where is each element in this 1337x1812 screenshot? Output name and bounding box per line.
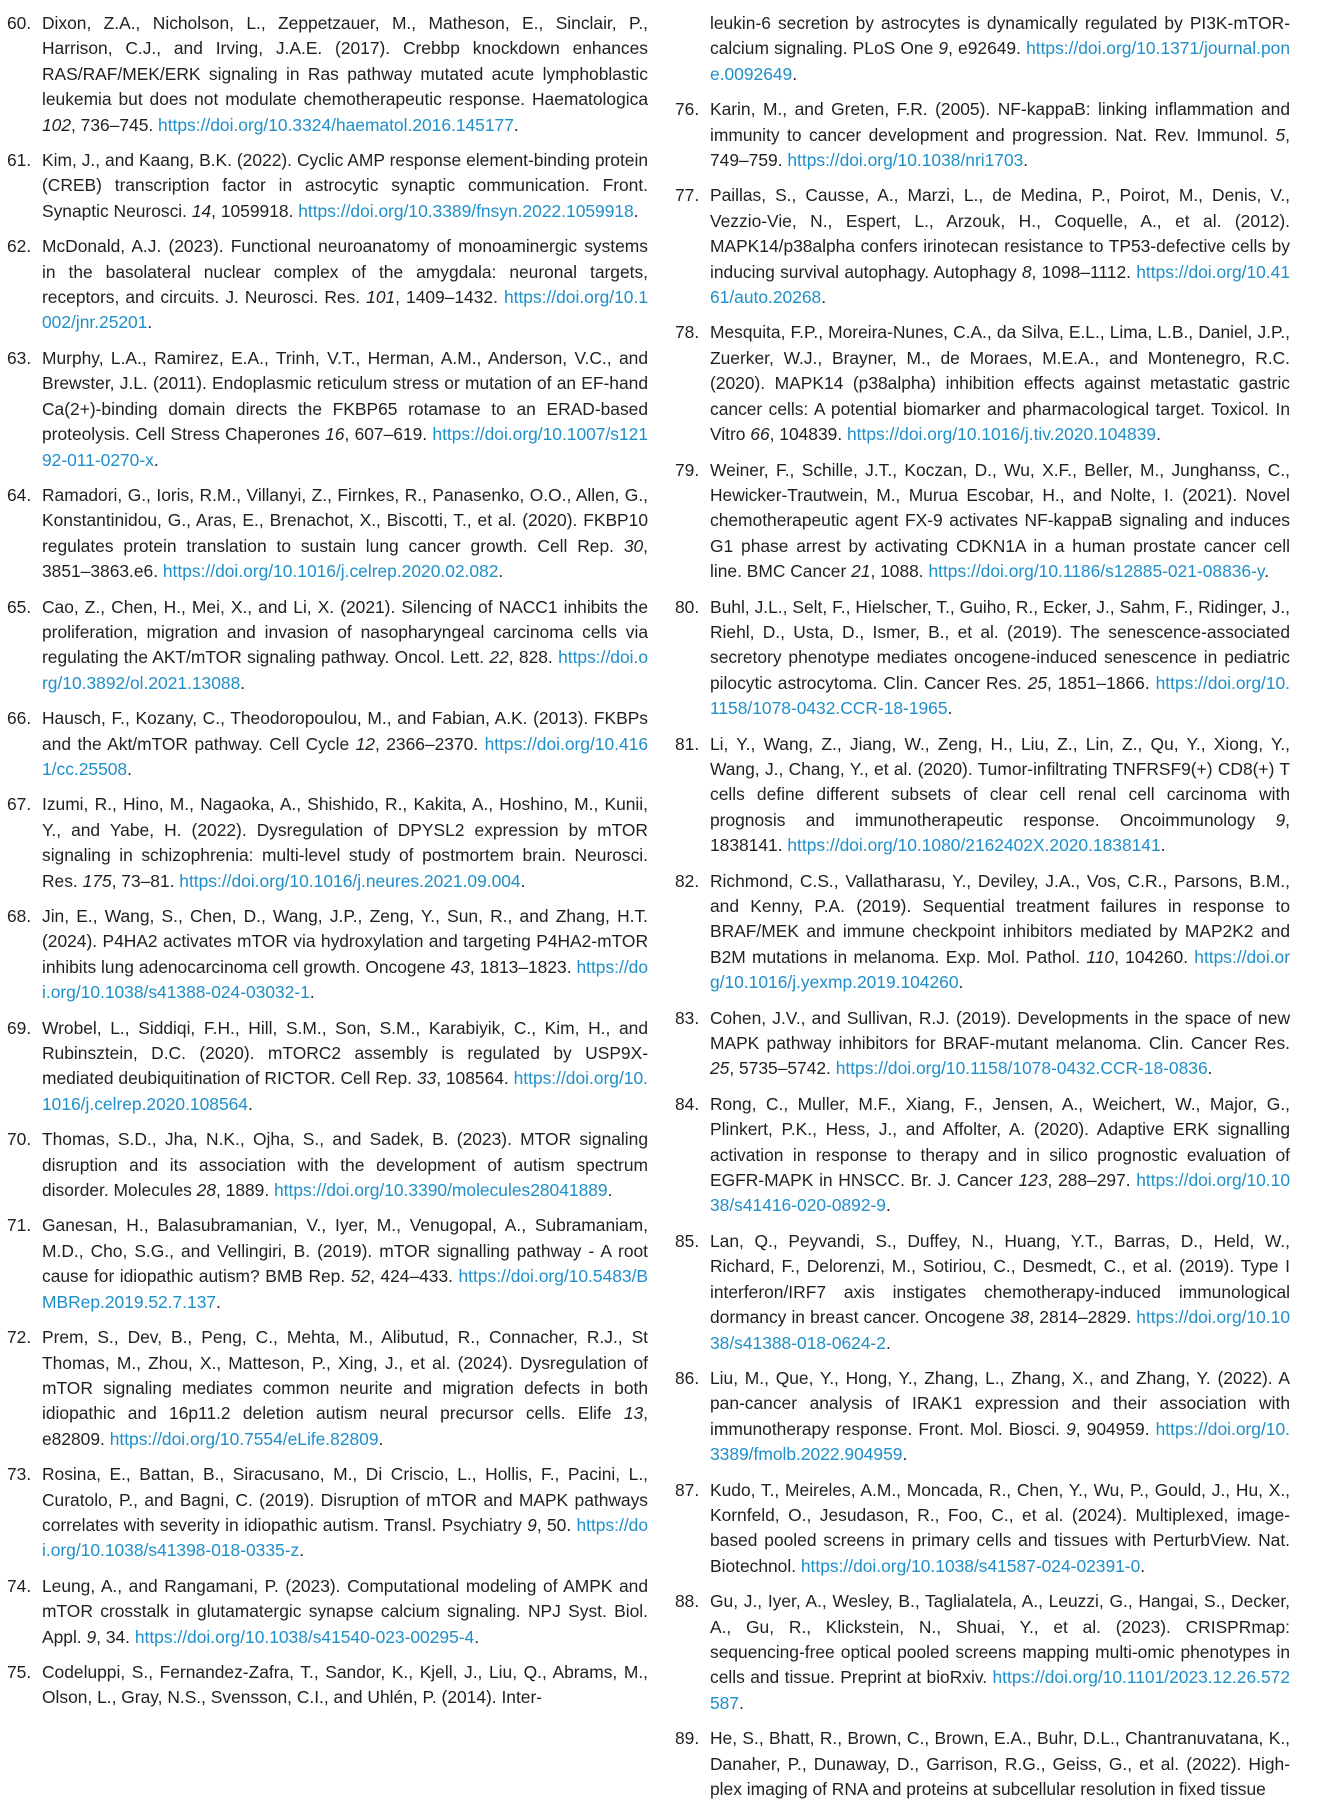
reference-volume: 28 <box>196 1180 216 1201</box>
reference-citation-text: McDonald, A.J. (2023). Functional neuroanatomy of monoaminergic systems in the basolateral nuclear complex of the amygdala: neuronal targets, receptors, and circuits. J. Neurosci. Res. <box>42 236 648 308</box>
reference-citation-text: Codeluppi, S., Fernandez-Zafra, T., Sandor, K., Kjell, J., Liu, Q., Abrams, M., Olson, L., Gray, N.S., Svensson, C.I., and Uhlén, P. (2014). Inter- <box>42 1661 648 1708</box>
reference-number: 88. <box>675 1591 700 1612</box>
reference-number: 77. <box>675 185 700 206</box>
reference-volume: 30 <box>623 535 644 556</box>
reference-volume: 43 <box>450 956 470 977</box>
reference-doi-link[interactable]: https://doi.org/10.5483/BMBRep.2019.52.7.137 <box>42 1266 649 1312</box>
reference-citation-text: Cohen, J.V., and Sullivan, R.J. (2019). Developments in the space of new MAPK pathway inhibitors for BRAF-mutant melanoma. Clin. Cancer Res. <box>710 1007 1290 1054</box>
reference-citation-text: Paillas, S., Causse, A., Marzi, L., de Medina, P., Poirot, M., Denis, V., Vezzio-Vie, N., Espert, L., Arzouk, H., Coquelle, A., et al. (2012). MAPK14/p38alpha confers irinotecan resistance to TP53-defective cells by inducing survival autophagy. Autophagy <box>710 185 1290 282</box>
reference-number: 68. <box>7 906 32 926</box>
reference-entry <box>668 458 1290 585</box>
reference-end-punctuation: . <box>498 561 504 582</box>
reference-entry <box>0 11 648 138</box>
reference-doi-link[interactable]: https://doi.org/10.4161/auto.20268 <box>710 261 1290 308</box>
reference-end-punctuation: . <box>958 972 964 993</box>
reference-volume: 9 <box>86 1626 97 1647</box>
reference-volume: 14 <box>191 200 212 221</box>
reference-volume: 8 <box>1021 261 1032 282</box>
reference-entry <box>0 595 648 697</box>
reference-pages: , 1088. <box>870 561 929 582</box>
reference-pages: , 2814–2829. <box>1029 1307 1137 1328</box>
reference-pages: , 108564. <box>436 1068 514 1089</box>
reference-entry <box>0 706 648 782</box>
reference-volume: 12 <box>355 733 375 754</box>
reference-end-punctuation: . <box>1207 1058 1213 1079</box>
reference-volume: 9 <box>1275 809 1286 830</box>
reference-end-punctuation: . <box>247 1093 253 1114</box>
reference-citation-text: Leung, A., and Rangamani, P. (2023). Computational modeling of AMPK and mTOR crosstalk in glutamatergic synapse calcium signaling. NPJ Syst. Biol. Appl. <box>42 1575 648 1647</box>
reference-doi-link[interactable]: https://doi.org/10.1038/s41587-024-02391-0 <box>800 1555 1141 1576</box>
reference-doi-link[interactable]: https://doi.org/10.1016/j.neures.2021.09.004 <box>179 870 521 891</box>
reference-end-punctuation: . <box>520 870 526 891</box>
reference-end-punctuation: . <box>1160 835 1166 856</box>
reference-doi-link[interactable]: https://doi.org/10.1371/journal.pone.0092649 <box>710 38 1291 84</box>
reference-entry <box>0 1574 648 1650</box>
reference-doi-link[interactable]: https://doi.org/10.3892/ol.2021.13088 <box>42 647 649 693</box>
reference-entry <box>0 1325 648 1452</box>
reference-doi-link[interactable]: https://doi.org/10.1158/1078-0432.CCR-18-1965 <box>710 672 1291 719</box>
reference-doi-link[interactable]: https://doi.org/10.1016/j.celrep.2020.02.082 <box>162 561 499 582</box>
reference-pages: , 904959. <box>1075 1418 1156 1439</box>
reference-citation-text: Lan, Q., Peyvandi, S., Duffey, N., Huang, Y.T., Barras, D., Held, W., Richard, F., Delorenzi, M., Sotiriou, C., Desmedt, C., et al. (2019). Type I interferon/IRF7 axis instigates chemotherapy-induced immunological dormancy in breast cancer. Oncogene <box>710 1230 1290 1328</box>
reference-entry <box>0 346 648 473</box>
reference-volume: 38 <box>1010 1307 1030 1328</box>
reference-entry <box>668 320 1290 447</box>
reference-doi-link[interactable]: https://doi.org/10.1186/s12885-021-08836-y <box>928 561 1265 582</box>
reference-end-punctuation: . <box>1140 1555 1146 1576</box>
reference-volume: 25 <box>1027 672 1048 693</box>
reference-entry <box>0 1213 648 1315</box>
reference-doi-link[interactable]: https://doi.org/10.1080/2162402X.2020.1838141 <box>787 835 1161 856</box>
reference-entry <box>668 97 1290 173</box>
reference-citation-text: Murphy, L.A., Ramirez, E.A., Trinh, V.T., Herman, A.M., Anderson, V.C., and Brewster, J.L. (2011). Endoplasmic reticulum stress or mutation of an EF-hand Ca(2+)-binding domain directs the FKBP65 rotamase to an ERAD-based proteolysis. Cell Stress Chaperones <box>42 347 648 445</box>
reference-number: 86. <box>675 1367 700 1388</box>
reference-pages: , 749–759. <box>710 124 1290 171</box>
reference-pages: , 3851–3863.e6. <box>42 535 648 582</box>
reference-citation-text: Ramadori, G., Ioris, R.M., Villanyi, Z., Firnkes, R., Panasenko, O.O., Allen, G., Konstantinidou, G., Aras, E., Brenachot, X., Biscotti, T., et al. (2020). FKBP10 regulates protein translation to sustain lung cancer growth. Cell Rep. <box>42 484 648 556</box>
reference-volume: 21 <box>851 561 871 582</box>
reference-pages: , 736–745. <box>71 114 159 135</box>
reference-end-punctuation: . <box>739 1692 744 1713</box>
reference-doi-link[interactable]: https://doi.org/10.1101/2023.12.26.572587 <box>710 1667 1290 1713</box>
reference-number: 63. <box>7 347 32 368</box>
reference-number: 70. <box>7 1129 32 1150</box>
reference-entry <box>668 1229 1290 1356</box>
reference-citation-text: Izumi, R., Hino, M., Nagaoka, A., Shishido, R., Kakita, A., Hoshino, M., Kunii, Y., and Yabe, H. (2022). Dysregulation of DPYSL2 expression by mTOR signaling in schizophrenia: multi-level study of postmortem brain. Neurosci. Res. <box>42 794 648 891</box>
reference-citation-text: Weiner, F., Schille, J.T., Koczan, D., Wu, X.F., Beller, M., Junghanss, C., Hewicker-Trautwein, M., Murua Escobar, H., and Nolte, I. (2021). Novel chemotherapeutic agent FX-9 activates NF-kappaB signaling and induces G1 phase arrest by activating CDKN1A in a human prostate cancer cell line. BMC Cancer <box>710 459 1290 582</box>
reference-citation-text: Mesquita, F.P., Moreira-Nunes, C.A., da Silva, E.L., Lima, L.B., Daniel, J.P., Zuerker, W.J., Brayner, M., de Moraes, M.E.A., and Montenegro, R.C. (2020). MAPK14 (p38alpha) inhibition effects against metastatic gastric cancer cells: A potential biomarker and pharmacological target. Toxicol. In Vitro <box>710 322 1290 445</box>
reference-entry <box>0 1660 648 1711</box>
reference-doi-link[interactable]: https://doi.org/10.4161/cc.25508 <box>42 733 648 779</box>
reference-end-punctuation: . <box>885 1332 891 1353</box>
reference-citation-text: Liu, M., Que, Y., Hong, Y., Zhang, L., Zhang, X., and Zhang, Y. (2022). A pan-cancer analysis of IRAK1 expression and their association with immunotherapy response. Front. Mol. Biosci. <box>710 1367 1290 1439</box>
reference-end-punctuation: . <box>474 1626 480 1647</box>
reference-end-punctuation: . <box>902 1444 908 1465</box>
reference-citation-text: Thomas, S.D., Jha, N.K., Ojha, S., and Sadek, B. (2023). MTOR signaling disruption and its association with the development of autism spectrum disorder. Molecules <box>42 1129 648 1201</box>
reference-number: 73. <box>7 1464 32 1485</box>
reference-volume: 33 <box>416 1068 437 1089</box>
reference-pages: , 828. <box>508 647 559 668</box>
reference-end-punctuation: . <box>821 287 827 308</box>
reference-pages: , 1059918. <box>211 200 299 221</box>
reference-number: 78. <box>675 322 700 343</box>
reference-pages: , 424–433. <box>370 1266 459 1287</box>
reference-volume: 9 <box>1066 1418 1076 1439</box>
reference-pages: , 1889. <box>216 1180 275 1201</box>
reference-doi-link[interactable]: https://doi.org/10.3389/fnsyn.2022.1059918 <box>298 200 634 221</box>
reference-end-punctuation: . <box>378 1428 384 1449</box>
reference-citation-text: Gu, J., Iyer, A., Wesley, B., Taglialatela, A., Leuzzi, G., Hangai, S., Decker, A., Gu, R., Klickstein, N., Shuai, Y., et al. (2023). CRISPRmap: sequencing-free optical pooled screens mapping multi-omic phenotypes in cells and tissue. Preprint at bioRxiv. <box>710 1591 1290 1688</box>
reference-end-punctuation: . <box>1264 561 1270 582</box>
reference-number: 75. <box>7 1661 32 1682</box>
reference-entry <box>0 234 648 336</box>
reference-entry <box>668 1006 1290 1082</box>
reference-volume: 9 <box>527 1514 537 1535</box>
reference-end-punctuation: . <box>1023 150 1029 171</box>
reference-entry <box>668 183 1290 310</box>
reference-entry <box>0 148 648 224</box>
reference-volume: 5 <box>1275 124 1286 145</box>
reference-column-right <box>668 11 1328 1812</box>
reference-pages: , 5735–5742. <box>729 1058 836 1079</box>
reference-citation-text: Cao, Z., Chen, H., Mei, X., and Li, X. (2021). Silencing of NACC1 inhibits the proliferation, migration and invasion of nasopharyngeal carcinoma cells via regulating the AKT/mTOR signaling pathway. Oncol. Lett. <box>42 596 648 668</box>
reference-citation-text: Buhl, J.L., Selt, F., Hielscher, T., Guiho, R., Ecker, J., Sahm, F., Ridinger, J., Riehl, D., Usta, D., Ismer, B., et al. (2019). The senescence-associated secretory phenotype mediates oncogene-induced senescence in pediatric pilocytic astrocytoma. Clin. Cancer Res. <box>710 596 1290 693</box>
reference-end-punctuation: . <box>127 758 132 779</box>
reference-number: 60. <box>7 13 32 33</box>
reference-volume: 102 <box>42 114 72 135</box>
reference-number: 83. <box>675 1007 700 1028</box>
reference-number: 89. <box>675 1728 700 1749</box>
reference-citation-text: Rong, C., Muller, M.F., Xiang, F., Jensen, A., Weichert, W., Major, G., Plinkert, P.K., Hess, J., and Affolter, A. (2020). Adaptive ERK signalling activation in response to therapy and in silico prognostic evaluation of EGFR-MAPK in HNSCC. Br. J. Cancer <box>710 1093 1290 1191</box>
reference-citation-text: Jin, E., Wang, S., Chen, D., Wang, J.P., Zeng, Y., Sun, R., and Zhang, H.T. (2024). P4HA2 activates mTOR via hydroxylation and targeting P4HA2-mTOR inhibits lung adenocarcinoma cell growth. Oncogene <box>42 906 648 977</box>
reference-end-punctuation: . <box>633 200 639 221</box>
reference-number: 69. <box>7 1017 32 1038</box>
reference-pages: , 50. <box>536 1514 577 1535</box>
reference-citation-text: Kim, J., and Kaang, B.K. (2022). Cyclic AMP response element-binding protein (CREB) transcription factor in astrocytic synaptic communication. Front. Synaptic Neurosci. <box>42 150 648 221</box>
reference-pages: , 1098–1112. <box>1031 261 1137 282</box>
reference-volume: 66 <box>750 424 770 445</box>
reference-citation-text: Ganesan, H., Balasubramanian, V., Iyer, M., Venugopal, A., Subramaniam, M.D., Cho, S.G., and Vellingiri, B. (2019). mTOR signalling pathway - A root cause for idiopathic autism? BMB Rep. <box>42 1215 648 1287</box>
reference-citation-text: Dixon, Z.A., Nicholson, L., Zeppetzauer, M., Matheson, E., Sinclair, P., Harrison, C.J., and Irving, J.A.E. (2017). Crebbp knockdown enhances RAS/RAF/MEK/ERK signaling in Ras pathway mutated acute lymphoblastic leukemia but does not modulate chemotherapeutic response. Haematologica <box>42 13 648 110</box>
reference-pages: , 607–619. <box>344 424 433 445</box>
reference-number: 82. <box>675 870 700 891</box>
reference-citation-text: Hausch, F., Kozany, C., Theodoropoulou, M., and Fabian, A.K. (2013). FKBPs and the Akt/mTOR pathway. Cell Cycle <box>42 708 648 754</box>
reference-volume: 101 <box>366 287 396 308</box>
reference-doi-link[interactable]: https://doi.org/10.1016/j.yexmp.2019.104260 <box>710 946 1290 993</box>
reference-end-punctuation: . <box>792 63 798 84</box>
reference-end-punctuation: . <box>147 312 153 333</box>
reference-end-punctuation: . <box>947 698 953 719</box>
reference-pages: , 288–297. <box>1047 1170 1137 1191</box>
reference-column-left <box>0 11 668 1721</box>
reference-pages: , 34. <box>96 1626 135 1647</box>
reference-pages: , 2366–2370. <box>374 733 485 754</box>
reference-doi-link[interactable]: https://doi.org/10.3324/haematol.2016.145177 <box>158 114 514 135</box>
reference-doi-link[interactable]: https://doi.org/10.1007/s12192-011-0270-x <box>42 424 649 470</box>
reference-number: 84. <box>675 1093 700 1114</box>
reference-entry <box>668 1366 1290 1468</box>
reference-pages: , 104839. <box>769 424 847 445</box>
reference-doi-link[interactable]: https://doi.org/10.7554/eLife.82809 <box>109 1428 379 1449</box>
reference-entry <box>0 904 648 1006</box>
reference-entry-continued <box>668 11 1290 87</box>
reference-doi-link[interactable]: https://doi.org/10.1038/nri1703 <box>787 150 1024 171</box>
reference-number: 76. <box>675 99 700 120</box>
reference-volume: 123 <box>1018 1170 1048 1191</box>
reference-entry <box>668 595 1290 722</box>
reference-number: 72. <box>7 1327 32 1348</box>
reference-pages: , e92649. <box>948 38 1027 59</box>
reference-citation-text: He, S., Bhatt, R., Brown, C., Brown, E.A., Buhr, D.L., Chantranuvatana, K., Danaher, P., Dunaway, D., Garrison, R.G., Geiss, G., et al. (2022). High-plex imaging of RNA and proteins at subcellular resolution in fixed tissue <box>710 1728 1290 1799</box>
reference-number: 62. <box>7 236 32 257</box>
reference-doi-link[interactable]: https://doi.org/10.1038/s41398-018-0335-z <box>42 1514 649 1561</box>
reference-entry <box>0 1127 648 1203</box>
reference-volume: 25 <box>710 1058 730 1079</box>
reference-pages: , 1851–1866. <box>1047 672 1156 693</box>
reference-volume: 22 <box>489 647 509 668</box>
reference-number: 65. <box>7 596 32 617</box>
reference-number: 87. <box>675 1479 700 1500</box>
reference-volume: 110 <box>1086 946 1115 967</box>
reference-pages: , 1838141. <box>710 809 1290 856</box>
reference-doi-link[interactable]: https://doi.org/10.1158/1078-0432.CCR-18-0836 <box>835 1058 1208 1079</box>
reference-entry <box>0 483 648 585</box>
reference-number: 81. <box>675 733 700 754</box>
reference-entry <box>668 1092 1290 1219</box>
reference-volume: 52 <box>350 1266 371 1287</box>
reference-citation-text: Li, Y., Wang, Z., Jiang, W., Zeng, H., Liu, Z., Lin, Z., Qu, Y., Xiong, Y., Wang, J., Chang, Y., et al. (2020). Tumor-infiltrating TNFRSF9(+) CD8(+) T cells define different subsets of clear cell renal cell carcinoma with prognosis and immunotherapeutic response. Oncoimmunology <box>710 733 1290 830</box>
reference-doi-link[interactable]: https://doi.org/10.1038/s41540-023-00295-4 <box>134 1626 475 1647</box>
reference-pages: , 104260. <box>1114 946 1195 967</box>
reference-doi-link[interactable]: https://doi.org/10.1038/s41388-024-03032-1 <box>42 956 649 1003</box>
reference-citation-text: Wrobel, L., Siddiqi, F.H., Hill, S.M., Son, S.M., Karabiyik, C., Kim, H., and Rubinsztein, D.C. (2020). mTORC2 assembly is regulated by USP9X-mediated deubiquitination of RICTOR. Cell Rep. <box>42 1017 648 1089</box>
reference-number: 61. <box>7 150 32 171</box>
reference-number: 80. <box>675 596 700 617</box>
reference-volume: 175 <box>82 870 112 891</box>
reference-doi-link[interactable]: https://doi.org/10.3389/fmolb.2022.904959 <box>710 1418 1290 1465</box>
reference-volume: 16 <box>325 424 345 445</box>
reference-end-punctuation: . <box>513 114 519 135</box>
reference-number: 67. <box>7 794 32 815</box>
reference-end-punctuation: . <box>153 449 159 470</box>
reference-citation-text: Prem, S., Dev, B., Peng, C., Mehta, M., Alibutud, R., Connacher, R.J., St Thomas, M., Zhou, X., Matteson, P., Xing, J., et al. (2024). Dysregulation of mTOR signaling mediates common neurite and migration defects in both idiopathic and 16p11.2 deletion autism neural precursor cells. Elife <box>42 1327 648 1424</box>
reference-volume: 13 <box>623 1403 644 1424</box>
reference-doi-link[interactable]: https://doi.org/10.1016/j.tiv.2020.104839 <box>846 424 1157 445</box>
reference-doi-link[interactable]: https://doi.org/10.1002/jnr.25201 <box>42 287 648 333</box>
reference-end-punctuation: . <box>240 672 246 693</box>
reference-pages: , 73–81. <box>111 870 180 891</box>
reference-end-punctuation: . <box>299 1540 305 1561</box>
reference-end-punctuation: . <box>885 1195 891 1216</box>
reference-entry <box>668 869 1290 996</box>
reference-entry <box>0 1462 648 1564</box>
reference-number: 79. <box>675 459 700 480</box>
reference-end-punctuation: . <box>607 1180 613 1201</box>
reference-doi-link[interactable]: https://doi.org/10.1016/j.celrep.2020.108564 <box>42 1068 648 1114</box>
reference-doi-link[interactable]: https://doi.org/10.1038/s41388-018-0624-2 <box>710 1307 1290 1353</box>
reference-doi-link[interactable]: https://doi.org/10.3390/molecules28041889 <box>274 1180 608 1201</box>
reference-citation-text: Richmond, C.S., Vallatharasu, Y., Deviley, J.A., Vos, C.R., Parsons, B.M., and Kenny, P.A. (2019). Sequential treatment failures in response to BRAF/MEK and immune checkpoint inhibitors mediated by MAP2K2 and B2M mutations in melanoma. Exp. Mol. Pathol. <box>710 870 1290 967</box>
reference-entry <box>0 1016 648 1118</box>
reference-pages: , 1813–1823. <box>469 956 577 977</box>
reference-entry <box>668 1478 1290 1580</box>
reference-pages: , 1409–1432. <box>395 287 504 308</box>
reference-number: 66. <box>7 708 32 729</box>
reference-entry <box>0 792 648 894</box>
reference-number: 74. <box>7 1575 32 1596</box>
reference-entry <box>668 1589 1290 1716</box>
reference-number: 64. <box>7 484 32 505</box>
reference-citation-text: Rosina, E., Battan, B., Siracusano, M., Di Criscio, L., Hollis, F., Pacini, L., Curatolo, P., and Bagni, C. (2019). Disruption of mTOR and MAPK pathways correlates with severity in idiopathic autism. Transl. Psychiatry <box>42 1464 648 1535</box>
reference-entry <box>668 732 1290 859</box>
reference-citation-text: leukin-6 secretion by astrocytes is dynamically regulated by PI3K-mTOR-calcium signaling. PLoS One <box>710 13 1290 59</box>
reference-entry <box>668 1726 1290 1802</box>
reference-end-punctuation: . <box>309 982 315 1003</box>
reference-number: 85. <box>675 1230 700 1251</box>
reference-doi-link[interactable]: https://doi.org/10.1038/s41416-020-0892-9 <box>710 1170 1290 1216</box>
reference-citation-text: Karin, M., and Greten, F.R. (2005). NF-kappaB: linking inflammation and immunity to cancer development and progression. Nat. Rev. Immunol. <box>710 99 1290 145</box>
reference-volume: 9 <box>938 38 949 59</box>
reference-number: 71. <box>7 1215 32 1236</box>
reference-end-punctuation: . <box>1156 424 1161 445</box>
reference-pages: , e82809. <box>42 1403 648 1449</box>
reference-citation-text: Kudo, T., Meireles, A.M., Moncada, R., Chen, Y., Wu, P., Gould, J., Hu, X., Kornfeld, O., Jesudason, R., Foo, C., et al. (2024). Multiplexed, image-based pooled screens in primary cells and tissues with PerturbView. Nat. Biotechnol. <box>710 1479 1290 1576</box>
reference-end-punctuation: . <box>216 1291 221 1312</box>
